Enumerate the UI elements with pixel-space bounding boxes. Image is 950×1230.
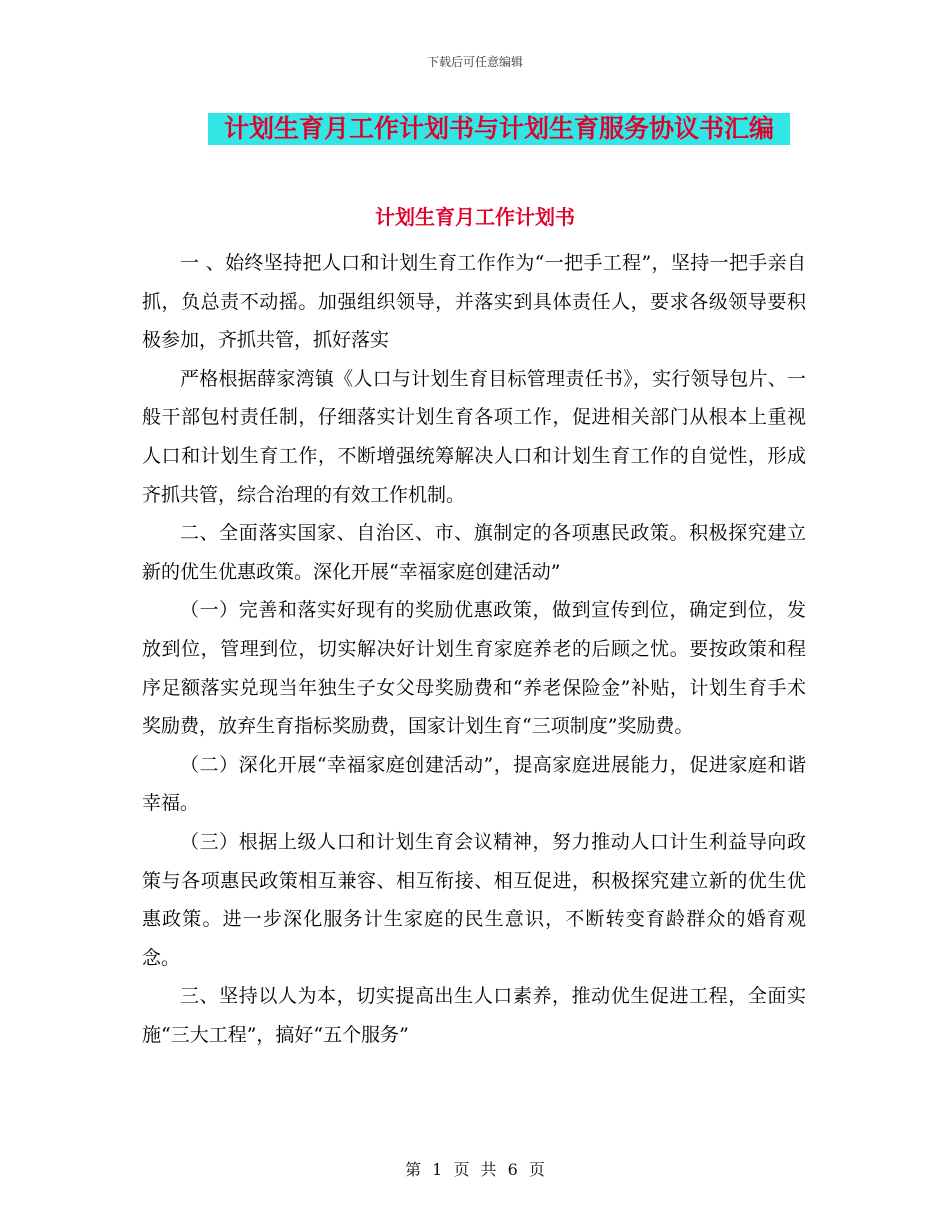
paragraph: （二）深化开展“幸福家庭创建活动”，提高家庭进展能力，促进家庭和谐幸福。	[142, 753, 806, 815]
paragraph: 二、全面落实国家、自治区、市、旗制定的各项惠民政策。积极探究建立新的优生优惠政策。深化开展“幸福家庭创建活动”	[142, 522, 806, 583]
paragraph: 严格根据薛家湾镇《人口与计划生育目标管理责任书》，实行领导包片、一般干部包村责任制，仔细落实计划生育各项工作，促进相关部门从根本上重视人口和计划生育工作，不断增强统筹解决人口和计划生育工作的自觉性，形成齐抓共管，综合治理的有效工作机制。	[142, 367, 806, 506]
paragraph: （一）完善和落实好现有的奖励优惠政策，做到宣传到位，确定到位，发放到位，管理到位，切实解决好计划生育家庭养老的后顾之忧。要按政策和程序足额落实兑现当年独生子女父母奖励费和“养老保险金”补贴，计划生育手术奖励费，放弃生育指标奖励费，国家计划生育“三项制度”奖励费。	[142, 599, 806, 738]
paragraph: 三、坚持以人为本，切实提高出生人口素养，推动优生促进工程，全面实施“三大工程”，搞好“五个服务”	[142, 985, 806, 1046]
document-title: 计划生育月工作计划书与计划生育服务协议书汇编	[208, 113, 790, 145]
header-note: 下载后可任意编辑	[426, 55, 523, 69]
page-number-footer: 第 1 页 共 6 页	[405, 1160, 545, 1179]
document-body	[142, 244, 806, 1054]
section-title: 计划生育月工作计划书	[375, 205, 575, 229]
paragraph: 一 、始终坚持把人口和计划生育工作作为“一把手工程”，坚持一把手亲自抓，负总责不动摇。加强组织领导，并落实到具体责任人，要求各级领导要积极参加，齐抓共管，抓好落实	[142, 252, 806, 352]
paragraph: （三）根据上级人口和计划生育会议精神，努力推动人口计生利益导向政策与各项惠民政策相互兼容、相互衔接、相互促进，积极探究建立新的优生优惠政策。进一步深化服务计生家庭的民生意识，不断转变育龄群众的婚育观念。	[142, 830, 806, 969]
